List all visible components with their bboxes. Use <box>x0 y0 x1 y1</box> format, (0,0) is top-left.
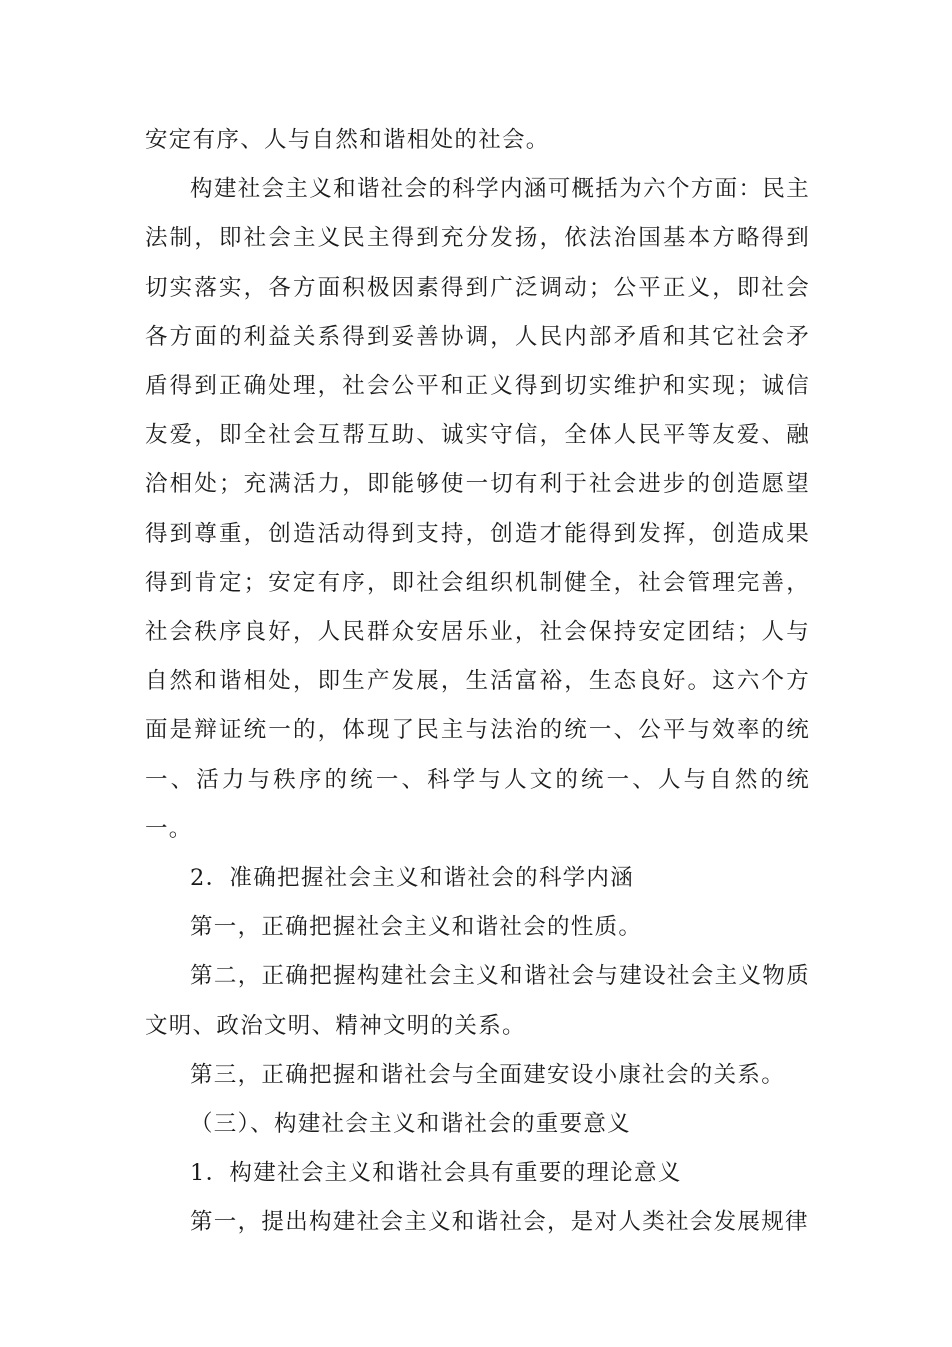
paragraph-3: 2．准确把握社会主义和谐社会的科学内涵 <box>190 865 635 892</box>
body-text <box>145 116 810 1248</box>
paragraph-4: 第一，正确把握社会主义和谐社会的性质。 <box>190 914 643 941</box>
paragraph-5: 第二，正确把握构建社会主义和谐社会与建设社会主义物质文明、政治文明、精神文明的关系。 <box>145 963 810 1039</box>
paragraph-6: 第三，正确把握和谐社会与全面建安设小康社会的关系。 <box>190 1061 786 1088</box>
paragraph-7: （三）、构建社会主义和谐社会的重要意义 <box>190 1111 631 1138</box>
paragraph-9: 第一，提出构建社会主义和谐社会，是对人类社会发展规律 <box>190 1209 809 1236</box>
paragraph-1: 安定有序、人与自然和谐相处的社会。 <box>145 127 550 153</box>
paragraph-8: 1．构建社会主义和谐社会具有重要的理论意义 <box>190 1160 682 1187</box>
paragraph-2: 构建社会主义和谐社会的科学内涵可概括为六个方面：民主法制，即社会主义民主得到充分发扬，依法治国基本方略得到切实落实，各方面积极因素得到广泛调动；公平正义，即社会各方面的利益关系得到妥善协调，人民内部矛盾和其它社会矛盾得到正确处理，社会公平和正义得到切实维护和实现；诚信友爱，即全社会互帮互助、诚实守信，全体人民平等友爱、融洽相处；充满活力，即能够使一切有利于社会进步的创造愿望得到尊重，创造活动得到支持，创造才能得到发挥，创造成果得到肯定；安定有序，即社会组织机制健全，社会管理完善，社会秩序良好，人民群众安居乐业，社会保持安定团结；人与自然和谐相处，即生产发展，生活富裕，生态良好。这六个方面是辩证统一的，体现了民主与法治的统一、公平与效率的统一、活力与秩序的统一、科学与人文的统一、人与自然的统一。 <box>145 176 810 842</box>
